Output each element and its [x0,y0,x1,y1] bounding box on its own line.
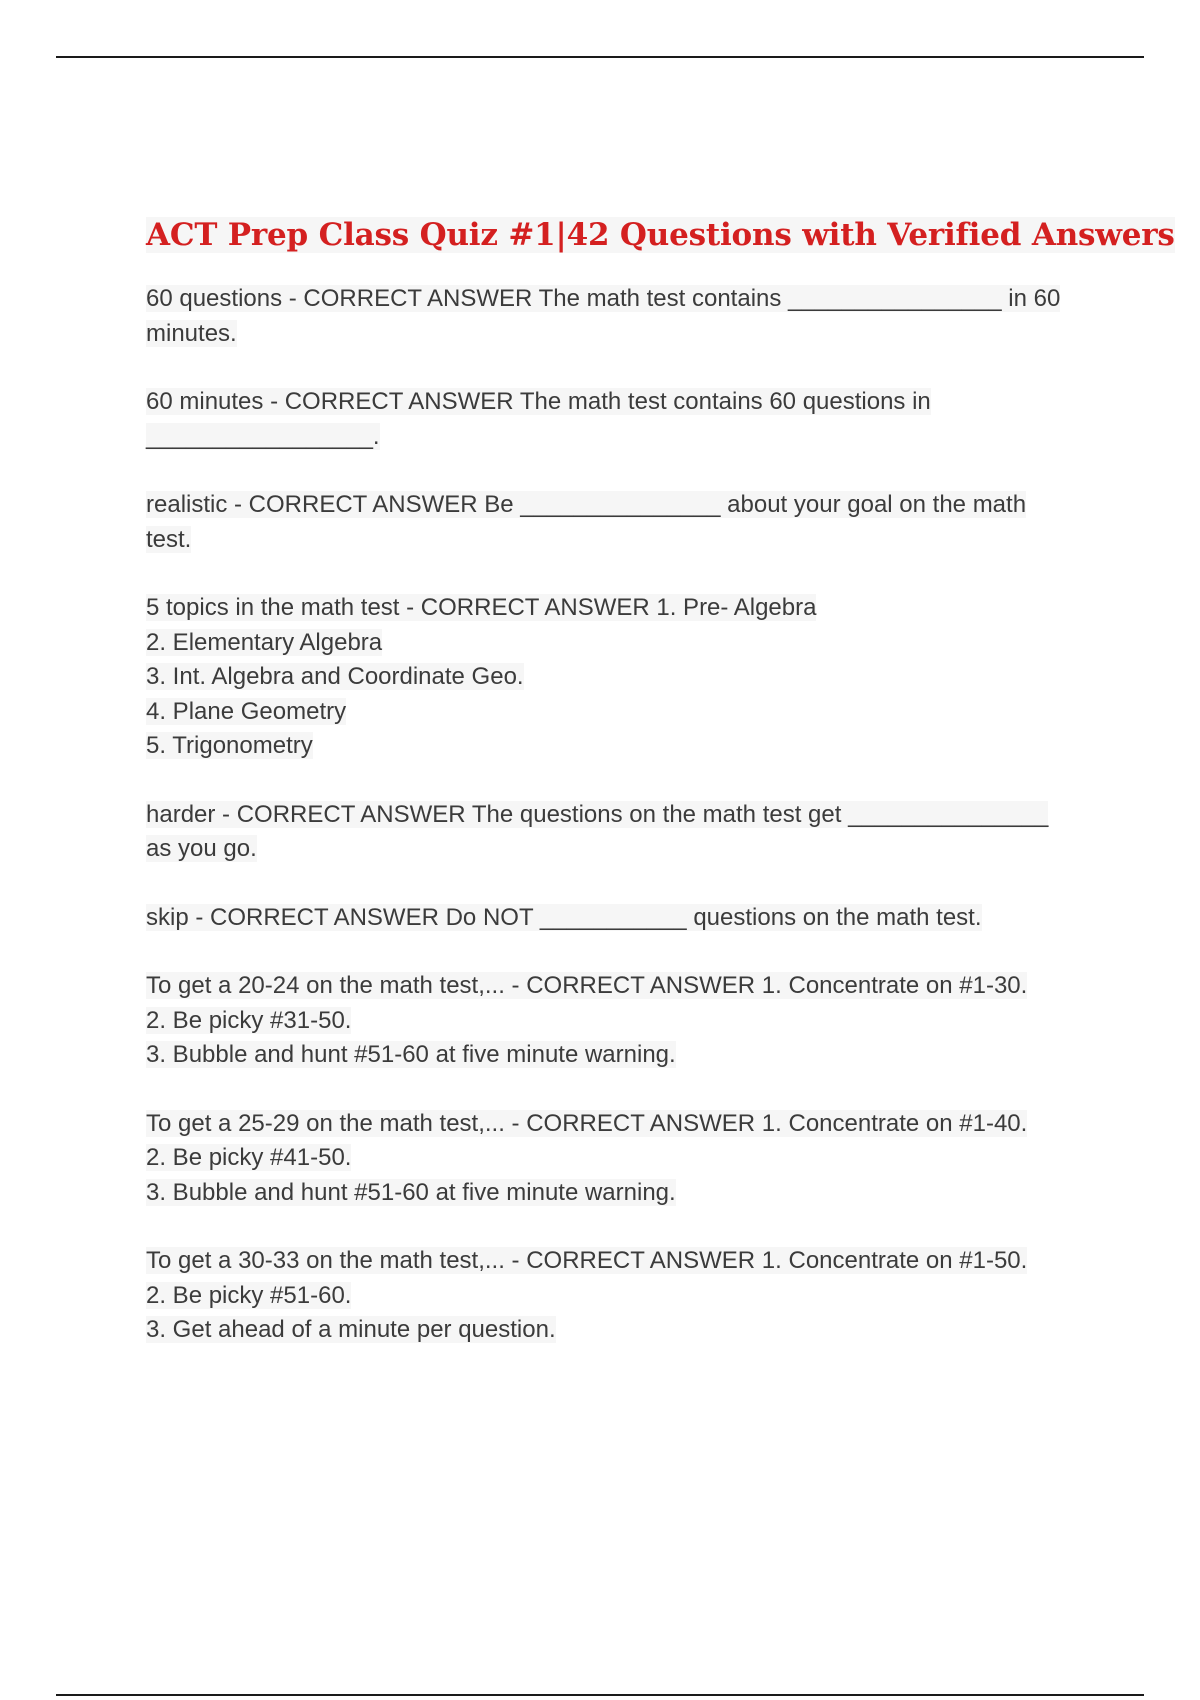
qa-line: To get a 30-33 on the math test,... - CORRECT ANSWER 1. Concentrate on #1-50. [146,1247,1028,1274]
qa-line: 60 questions - CORRECT ANSWER The math test contains ________________ in 60 [146,285,1061,312]
qa-line: To get a 25-29 on the math test,... - CORRECT ANSWER 1. Concentrate on #1-40. [146,1109,1028,1137]
header-rule [56,56,1144,58]
qa-line: test. [146,525,192,553]
document-title-text: ACT Prep Class Quiz #1|42 Questions with Verified Answers [146,217,1175,253]
qa-entry-2 [146,385,1080,454]
qa-entry-7 [146,969,1080,1073]
qa-line: 3. Int. Algebra and Coordinate Geo. [146,663,524,690]
qa-entry-4 [146,591,1080,764]
qa-entry-6 [146,901,1080,936]
qa-entry-5 [146,798,1080,867]
qa-entry-1 [146,282,1080,351]
qa-line: 4. Plane Geometry [146,697,347,725]
qa-line: 5 topics in the math test - CORRECT ANSWER 1. Pre- Algebra [146,594,817,621]
qa-line: To get a 20-24 on the math test,... - CORRECT ANSWER 1. Concentrate on #1-30. [146,972,1028,999]
qa-line: skip - CORRECT ANSWER Do NOT ___________ questions on the math test. [146,903,982,931]
qa-line: 2. Be picky #31-50. [146,1006,352,1034]
qa-line: as you go. [146,835,257,862]
qa-line: 2. Be picky #51-60. [146,1281,352,1309]
qa-entry-9 [146,1244,1080,1348]
document-title [146,212,1175,258]
qa-line: 2. Be picky #41-50. [146,1144,352,1171]
document-body [146,212,1175,1382]
qa-line: _________________. [146,422,380,450]
qa-entry-8 [146,1107,1080,1211]
qa-line: harder - CORRECT ANSWER The questions on the math test get _______________ [146,800,1049,828]
qa-line: 2. Elementary Algebra [146,628,383,656]
qa-line: minutes. [146,319,237,347]
qa-line: 5. Trigonometry [146,732,313,759]
qa-line: 60 minutes - CORRECT ANSWER The math test contains 60 questions in [146,388,931,415]
qa-line: realistic - CORRECT ANSWER Be _______________ about your goal on the math [146,491,1027,518]
qa-line: 3. Bubble and hunt #51-60 at five minute warning. [146,1041,676,1068]
qa-line: 3. Bubble and hunt #51-60 at five minute warning. [146,1178,676,1206]
qa-entry-3 [146,488,1080,557]
footer-rule [56,1694,1144,1696]
qa-line: 3. Get ahead of a minute per question. [146,1316,556,1343]
